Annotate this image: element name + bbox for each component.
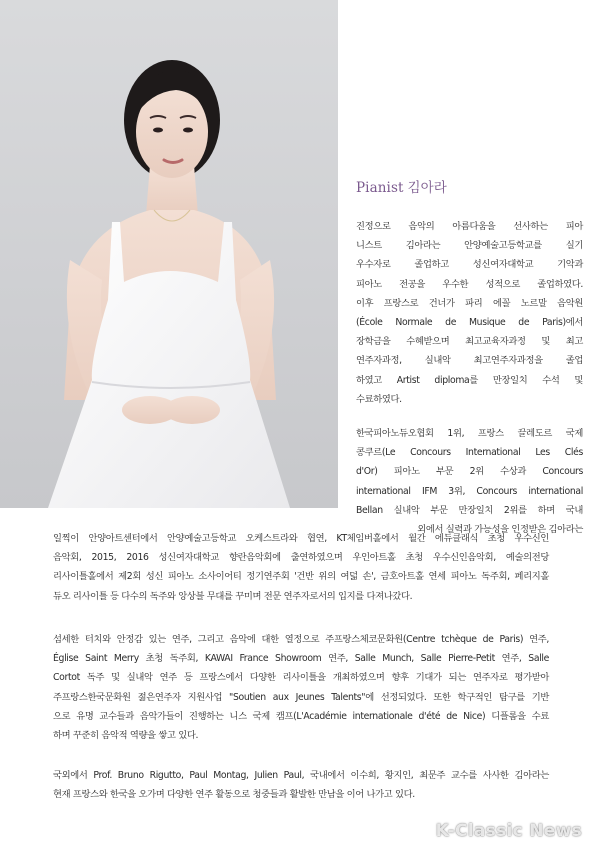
text-line: Bellan 실내악 부문 만장일치 2위를 하며 국내 (356, 504, 583, 516)
text-line: 니스트 김아라는 안양예술고등학교를 실기 (356, 240, 583, 252)
text-line: d'Or) 피아노 부문 2위 수상과 Concours (356, 466, 583, 478)
text-line: 연주자과정, 실내악 최고연주자과정을 졸업 (356, 355, 583, 367)
bio-paragraph-3 (53, 630, 549, 745)
text-line: 으로 유명 교수들과 음악가들이 진행하는 니스 국제 캠프(L'Académie internationale d'été de Nice) 디플롬을 수료 (53, 710, 549, 722)
text-line: 음악회, 2015, 2016 성신여자대학교 향란음악회에 출연하였으며 우인아트홀 초청 우수신인음악회, 예술의전당 (53, 552, 549, 564)
text-line: 장학금을 수혜받으며 최고교육자과정 및 최고 (356, 336, 583, 348)
text-line: 한국피아노듀오협회 1위, 프랑스 끌레도르 국제 (356, 428, 583, 439)
text-line: 피아노 전공을 우수한 성적으로 졸업하였다. (356, 278, 583, 290)
text-line: Église Saint Merry 초청 독주회, KAWAI France Showroom 연주, Salle Munch, Salle Pierre-Petit 연주, Salle (53, 653, 549, 665)
text-line: 리사이틀홀에서 제2회 성신 피아노 소사이어티 정기연주회 '건반 위의 여덟 손', 금호아트홀 연세 피아노 독주회, 페리지홀 (53, 571, 549, 583)
title-name: 김아라 (407, 180, 447, 196)
pianist-portrait-photo (0, 0, 338, 508)
text-line: 이후 프랑스로 건너가 파리 에꼴 노르말 음악원 (356, 297, 583, 309)
text-line: 우수자로 졸업하고 성신여자대학교 기악과 (356, 259, 583, 271)
bio-paragraph-2 (356, 424, 583, 539)
text-line: 진정으로 음악의 아름다움을 선사하는 피아 (356, 221, 583, 232)
text-line: 듀오 리사이틀 등 다수의 독주와 앙상블 무대를 꾸미며 전문 연주자로서의 입지를 다져나갔다. (53, 590, 413, 602)
text-line: 현재 프랑스와 한국을 오가며 다양한 연주 활동으로 청중들과 활발한 만남을 이어 나가고 있다. (53, 789, 415, 801)
bio-paragraph-1 (356, 217, 583, 409)
portrait-illustration (0, 0, 338, 508)
text-line: 하며 꾸준히 음악적 역량을 쌓고 있다. (53, 730, 199, 742)
text-line: international IFM 3위, Concours international (356, 485, 583, 497)
title-prefix: Pianist (356, 180, 404, 196)
text-line: 외에서 실력과 가능성을 인정받은 김아라는 (417, 524, 583, 536)
text-line: Cortot 독주 및 실내악 연주 등 프랑스에서 다양한 리사이틀을 개최하였으며 향후 기대가 되는 연주자로 평가받아 (53, 672, 549, 684)
text-line: 수료하였다. (356, 393, 402, 405)
bio-paragraph-2-continued (53, 529, 549, 606)
bio-paragraph-4 (53, 766, 549, 804)
page-title (356, 176, 447, 196)
text-line: 국외에서 Prof. Bruno Rigutto, Paul Montag, Julien Paul, 국내에서 이수희, 황지인, 최문주 교수를 사사한 김아라는 (53, 770, 549, 781)
text-line: 콩쿠르(Le Concours International Les Clés (356, 447, 583, 459)
k-classic-news-watermark: K-Classic News (435, 821, 582, 841)
text-line: 섬세한 터치와 안정감 있는 연주, 그리고 음악에 대한 열정으로 주프랑스체코문화원(Centre tchèque de Paris) 연주, (53, 634, 549, 645)
text-line: 하였고 Artist diploma를 만장일치 수석 및 (356, 374, 583, 386)
text-line: 주프랑스한국문화원 젊은연주자 지원사업 "Soutien aux Jeunes Talents"에 선정되었다. 또한 학구적인 탐구를 기반 (53, 691, 549, 703)
text-line: 일찍이 안양아트센터에서 안양예술고등학교 오케스트라와 협연, KT체임버홀에서 월간 에듀클래식 초청 우수신인 (53, 533, 549, 544)
text-line: (École Normale de Musique de Paris)에서 (356, 317, 583, 329)
